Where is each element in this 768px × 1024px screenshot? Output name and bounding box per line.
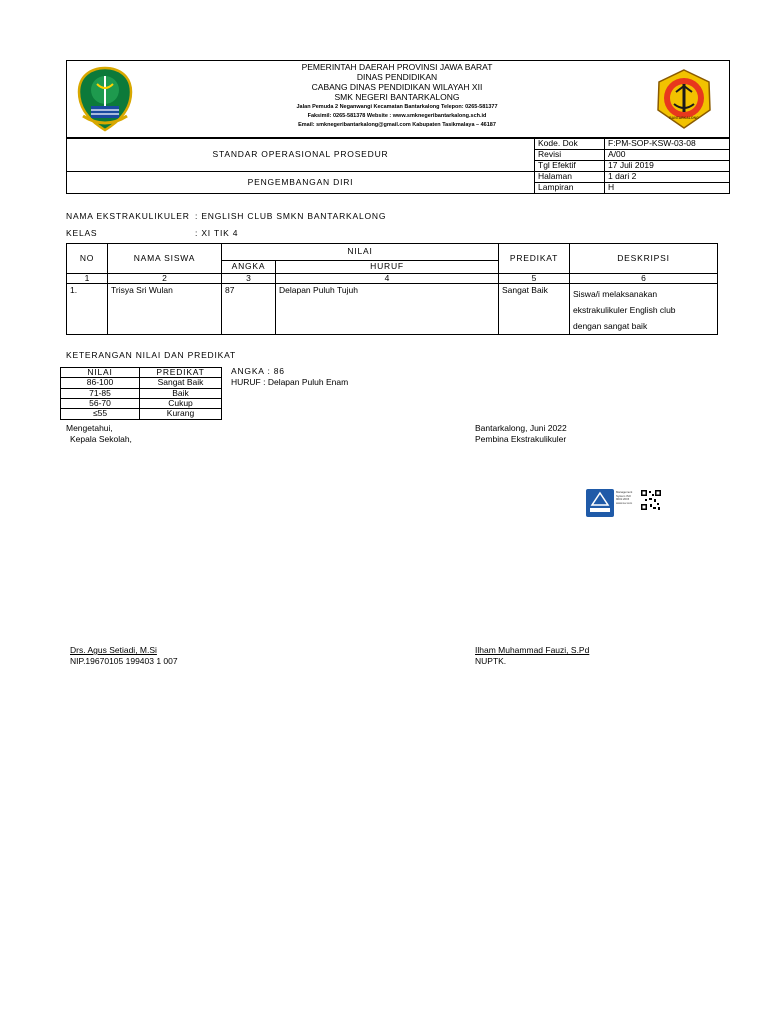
row-deskripsi-line: ekstrakulikuler English club — [573, 305, 676, 316]
school-logo-text: BANTARKALONG — [669, 116, 699, 120]
col-number: 6 — [570, 274, 718, 284]
row-angka: 87 — [222, 284, 276, 335]
col-header-huruf: HURUF — [276, 260, 499, 273]
legend-header: NILAI — [61, 368, 140, 378]
col-header-angka: ANGKA — [222, 260, 276, 273]
school-logo-icon — [654, 68, 714, 130]
sop-meta-label: Halaman — [535, 172, 605, 183]
sign-left-name: Drs. Agus Setiadi, M.Si — [70, 645, 157, 655]
tuv-badge-icon — [586, 489, 614, 517]
sign-right-id: NUPTK. — [475, 656, 507, 666]
iso-certification — [586, 489, 662, 517]
sop-table — [66, 138, 730, 194]
sop-meta-label: Lampiran — [535, 183, 605, 194]
sop-meta-value: 17 Juli 2019 — [605, 161, 730, 172]
sign-right-line2: Pembina Ekstrakulikuler — [475, 434, 567, 444]
table-row — [61, 378, 222, 388]
col-header-no: NO — [67, 244, 108, 274]
row-no: 1. — [67, 284, 108, 335]
col-header-deskripsi: DESKRIPSI — [570, 244, 718, 274]
legend-title: KETERANGAN NILAI DAN PREDIKAT — [66, 350, 236, 360]
sop-meta-value: H — [605, 183, 730, 194]
col-number: 3 — [222, 274, 276, 284]
col-number: 2 — [108, 274, 222, 284]
row-nama: Trisya Sri Wulan — [108, 284, 222, 335]
col-header-nilai: NILAI — [222, 244, 499, 261]
row-huruf: Delapan Puluh Tujuh — [276, 284, 499, 335]
grades-table — [66, 243, 718, 335]
col-number: 1 — [67, 274, 108, 284]
table-row — [67, 284, 718, 335]
sop-meta-label: Revisi — [535, 150, 605, 161]
sign-left-id: NIP.19670105 199403 1 007 — [70, 656, 178, 666]
row-deskripsi-line: Siswa/i melaksanakan — [573, 289, 658, 300]
header-line-1: PEMERINTAH DAERAH PROVINSI JAWA BARAT — [301, 62, 493, 72]
legend-angka: ANGKA : 86 — [231, 366, 285, 376]
iso-text: Management System ISO 9001:2015 www.tuv.com — [616, 491, 633, 505]
legend-predikat: Baik — [140, 388, 222, 398]
legend-nilai: 56-70 — [61, 399, 140, 409]
col-number: 5 — [499, 274, 570, 284]
legend-predikat: Sangat Baik — [140, 378, 222, 388]
table-row — [61, 409, 222, 419]
kelas-value: : XI TIK 4 — [195, 228, 239, 238]
kelas-label: KELAS — [66, 228, 98, 238]
sign-left-line2: Kepala Sekolah, — [70, 434, 132, 444]
header-fax: Faksimil: 0265-581378 Website : www.smknegeribantarkalong.sch.id — [307, 113, 487, 119]
sop-meta-value: F:PM-SOP-KSW-03-08 — [605, 139, 730, 150]
ekskul-value: : ENGLISH CLUB SMKN BANTARKALONG — [195, 211, 387, 221]
letterhead — [66, 60, 730, 138]
sop-meta-value: A/00 — [605, 150, 730, 161]
legend-nilai: 86-100 — [61, 378, 140, 388]
row-deskripsi-line: dengan sangat baik — [573, 321, 648, 332]
school-name: SMK NEGERI BANTARKALONG — [334, 92, 460, 102]
header-line-2: DINAS PENDIDIKAN — [356, 72, 438, 82]
west-java-emblem-icon — [75, 66, 135, 132]
sop-title: STANDAR OPERASIONAL PROSEDUR — [67, 139, 535, 172]
sop-subtitle: PENGEMBANGAN DIRI — [67, 172, 535, 194]
qr-code-icon — [640, 489, 662, 511]
col-number: 4 — [276, 274, 499, 284]
sign-left-line1: Mengetahui, — [66, 423, 113, 433]
col-header-nama: NAMA SISWA — [108, 244, 222, 274]
sign-right-name: Ilham Muhammad Fauzi, S.Pd — [475, 645, 590, 655]
sop-meta-label: Kode. Dok — [535, 139, 605, 150]
table-row — [61, 388, 222, 398]
sign-right-line1: Bantarkalong, Juni 2022 — [475, 423, 567, 433]
legend-table — [60, 367, 222, 420]
sop-meta-label: Tgl Efektif — [535, 161, 605, 172]
legend-predikat: Cukup — [140, 399, 222, 409]
col-header-predikat: PREDIKAT — [499, 244, 570, 274]
row-predikat: Sangat Baik — [499, 284, 570, 335]
header-address: Jalan Pemuda 2 Neganwangi Kecamatan Bantarkalong Telepon: 0265-581377 — [296, 104, 498, 110]
header-email: Email: smknegeribantarkalong@gmail.com Kabupaten Tasikmalaya – 46187 — [298, 122, 496, 128]
legend-nilai: ≤55 — [61, 409, 140, 419]
legend-nilai: 71-85 — [61, 388, 140, 398]
legend-huruf: HURUF : Delapan Puluh Enam — [231, 377, 349, 387]
legend-header: PREDIKAT — [140, 368, 222, 378]
table-row — [61, 399, 222, 409]
ekskul-label: NAMA EKSTRAKULIKULER — [66, 211, 190, 221]
legend-predikat: Kurang — [140, 409, 222, 419]
header-line-3: CABANG DINAS PENDIDIKAN WILAYAH XII — [311, 82, 483, 92]
sop-meta-value: 1 dari 2 — [605, 172, 730, 183]
